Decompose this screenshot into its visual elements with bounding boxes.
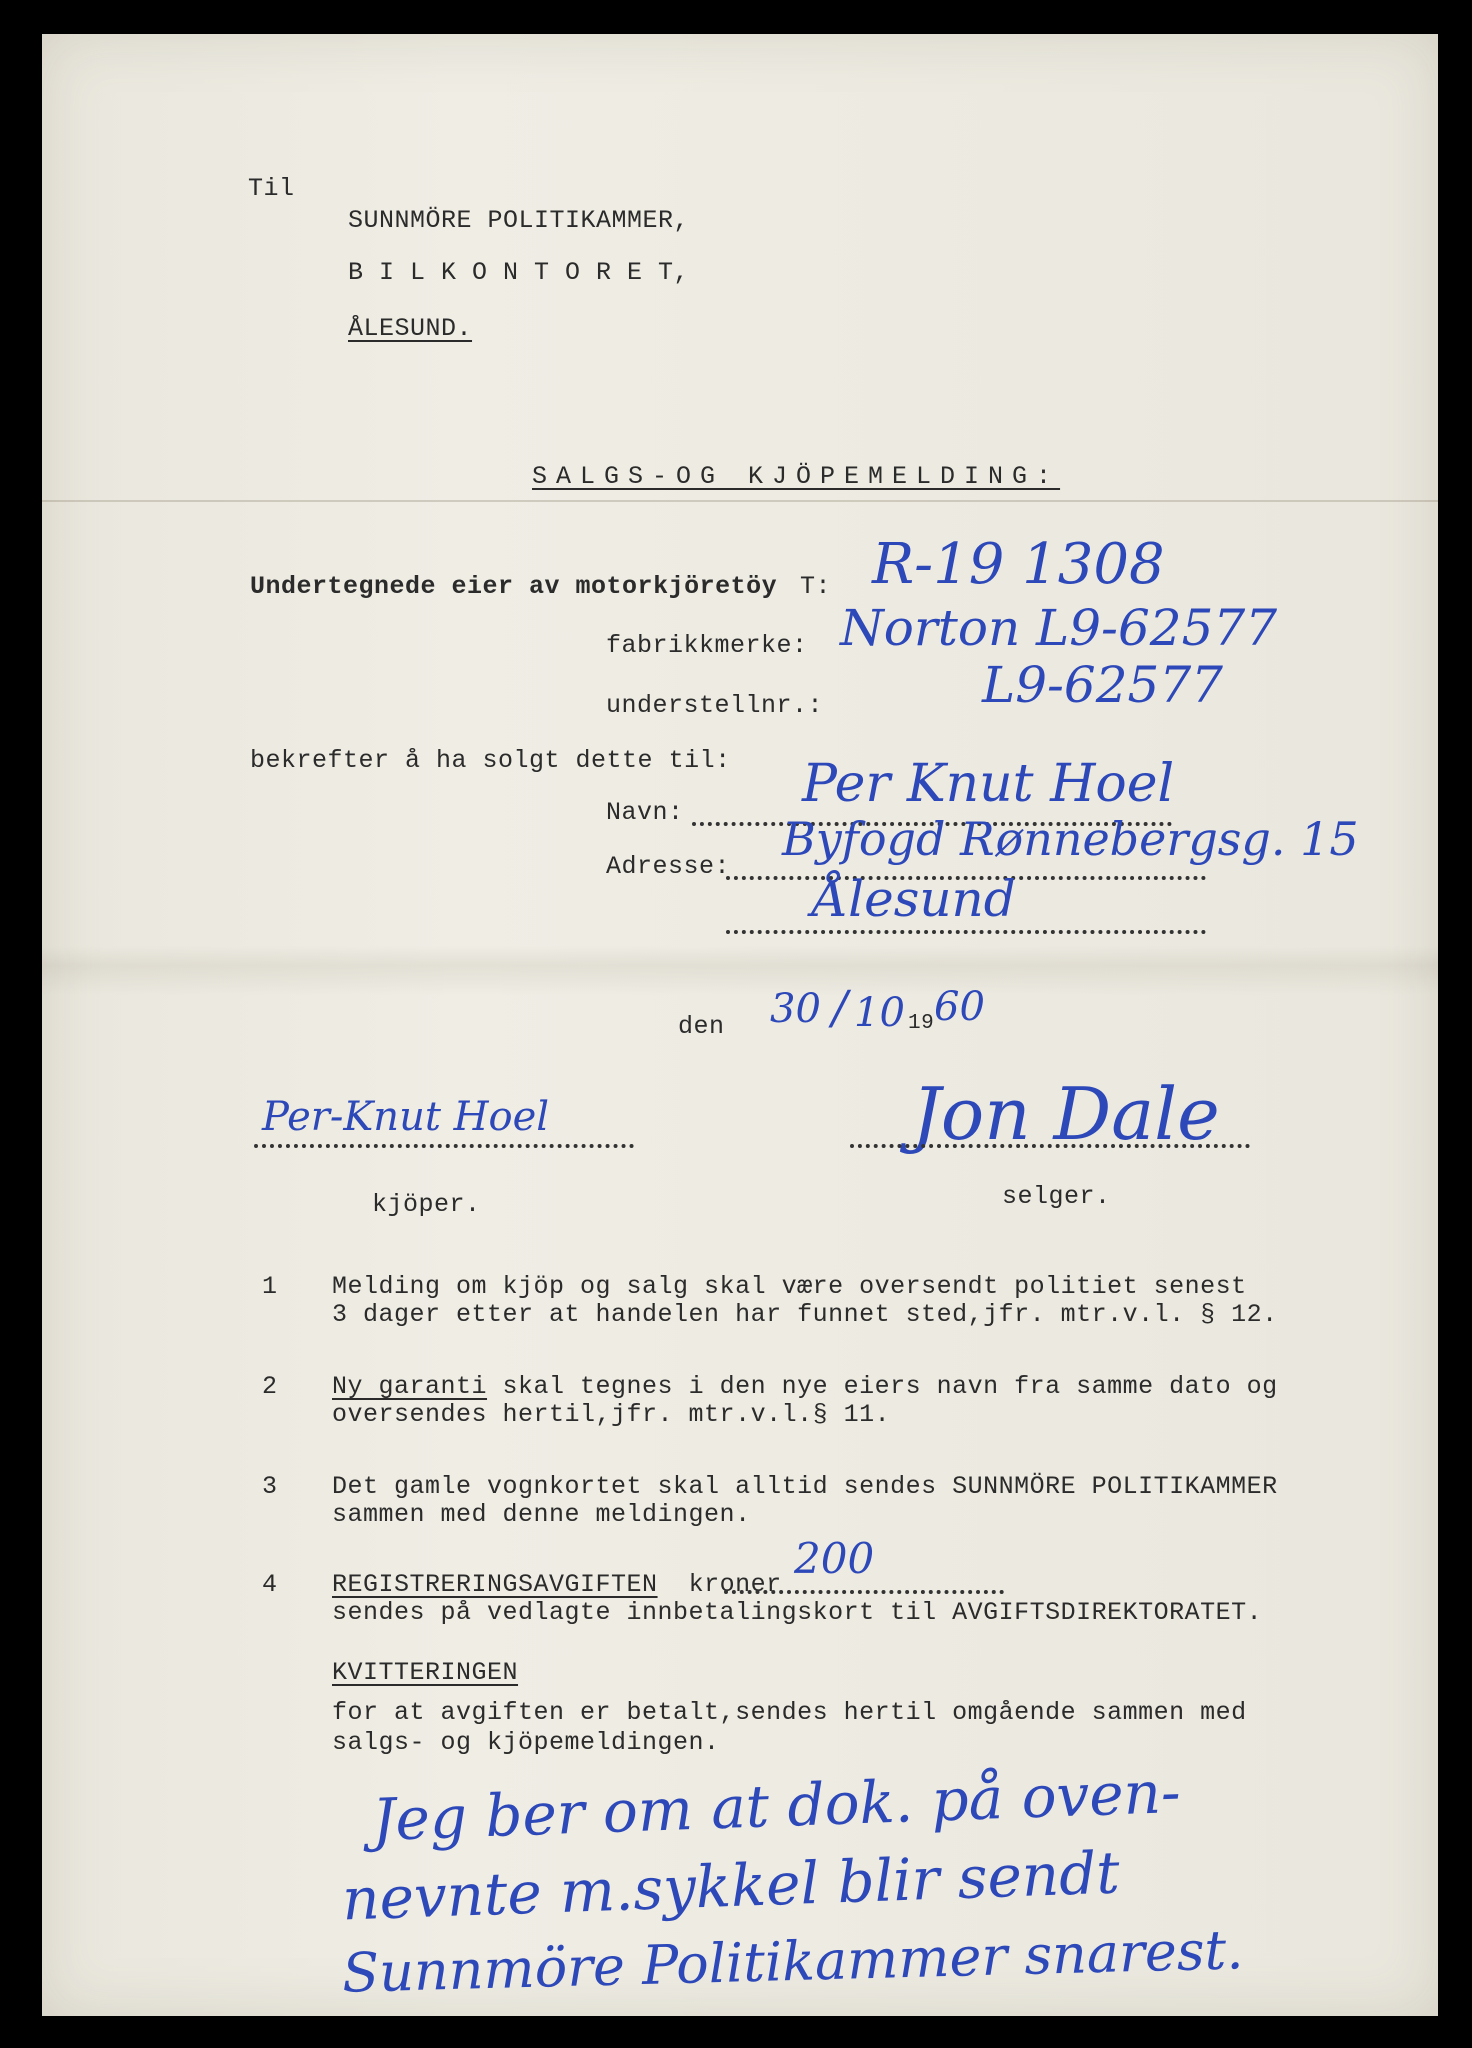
form-title: SALGS-OG KJÖPEMELDING: xyxy=(532,462,1061,491)
rule-1-line-2: 3 dager etter at handelen har funnet sted,jfr. mtr.v.l. § 12. xyxy=(332,1300,1278,1329)
note-line-3: Sunnmöre Politikammer snarest. xyxy=(341,1918,1245,2005)
fee-amount: 200 xyxy=(794,1534,875,1583)
buyer-signature-line xyxy=(254,1144,634,1148)
address-line-2: Ålesund xyxy=(812,870,1016,928)
date-day: 30 xyxy=(770,986,821,1032)
name-label: Navn: xyxy=(606,798,684,827)
date-year-suffix: 60 xyxy=(934,984,985,1030)
date-label: den xyxy=(678,1012,725,1041)
rule-2-line-2: oversendes hertil,jfr. mtr.v.l.§ 11. xyxy=(332,1400,891,1429)
rule-4-line-2: sendes på vedlagte innbetalingskort til AVGIFTSDIREKTORATET. xyxy=(332,1598,1263,1627)
rule-2-emphasis: Ny garanti xyxy=(332,1372,488,1401)
buyer-name: Per Knut Hoel xyxy=(802,754,1175,814)
date-year-prefix: 19 xyxy=(908,1012,935,1035)
receipt-line-1: for at avgiften er betalt,sendes hertil omgående sammen med xyxy=(332,1698,1247,1727)
buyer-signature: Per-Knut Hoel xyxy=(262,1094,550,1140)
date-slash: / xyxy=(832,980,848,1034)
sold-to-label: bekrefter å ha solgt dette til: xyxy=(250,746,731,775)
rule-4-number: 4 xyxy=(262,1570,278,1599)
address-label: Adresse: xyxy=(606,852,731,881)
chassis-value: L9-62577 xyxy=(982,656,1223,714)
registration-number: R-19 1308 xyxy=(872,532,1165,597)
address-line-1: Byfogd Rønnebergsg. 15 xyxy=(782,812,1359,866)
rule-3-number: 3 xyxy=(262,1472,278,1501)
recipient-line-1: SUNNMÖRE POLITIKAMMER, xyxy=(348,206,690,235)
rule-4-line-1 xyxy=(332,1570,782,1599)
paper-fold-line xyxy=(42,500,1438,502)
rule-2-line-1-rest: skal tegnes i den nye eiers navn fra samme dato og xyxy=(487,1372,1278,1401)
to-label: Til xyxy=(248,174,295,203)
buyer-label: kjöper. xyxy=(372,1190,481,1219)
fee-dotted-line xyxy=(724,1590,1004,1594)
rule-3-line-2: sammen med denne meldingen. xyxy=(332,1500,751,1529)
note-line-2: nevnte m.sykkel blir sendt xyxy=(341,1838,1121,1934)
seller-label: selger. xyxy=(1002,1182,1111,1211)
note-line-1: Jeg ber om at dok. på oven- xyxy=(371,1757,1182,1855)
receipt-heading: KVITTERINGEN xyxy=(332,1658,519,1687)
rule-4-line-1-rest: kroner xyxy=(657,1570,782,1599)
receipt-line-2: salgs- og kjöpemeldingen. xyxy=(332,1728,720,1757)
owner-label: Undertegnede eier av motorkjöretöy xyxy=(250,572,778,601)
rule-2-number: 2 xyxy=(262,1372,278,1401)
seller-signature: Jon Dale xyxy=(912,1072,1220,1156)
rule-3-line-1: Det gamle vognkortet skal alltid sendes SUNNMÖRE POLITIKAMMER xyxy=(332,1472,1278,1501)
rule-2-line-1 xyxy=(332,1372,1278,1401)
seller-signature-line xyxy=(850,1144,1250,1148)
address-dotted-line-2 xyxy=(726,930,1206,934)
rule-1-number: 1 xyxy=(262,1272,278,1301)
rule-1-line-1: Melding om kjöp og salg skal være oversendt politiet senest xyxy=(332,1272,1247,1301)
recipient-line-3: ÅLESUND. xyxy=(348,314,473,343)
chassis-label: understellnr.: xyxy=(606,691,824,720)
date-month: 10 xyxy=(854,990,905,1036)
make-label: fabrikkmerke: xyxy=(606,631,808,660)
make-value: Norton L9-62577 xyxy=(840,599,1278,657)
rule-4-emphasis: REGISTRERINGSAVGIFTEN xyxy=(332,1570,658,1599)
document-page xyxy=(42,34,1438,2016)
recipient-line-2: B I L K O N T O R E T, xyxy=(348,258,690,287)
registration-prefix: T: xyxy=(800,572,832,601)
